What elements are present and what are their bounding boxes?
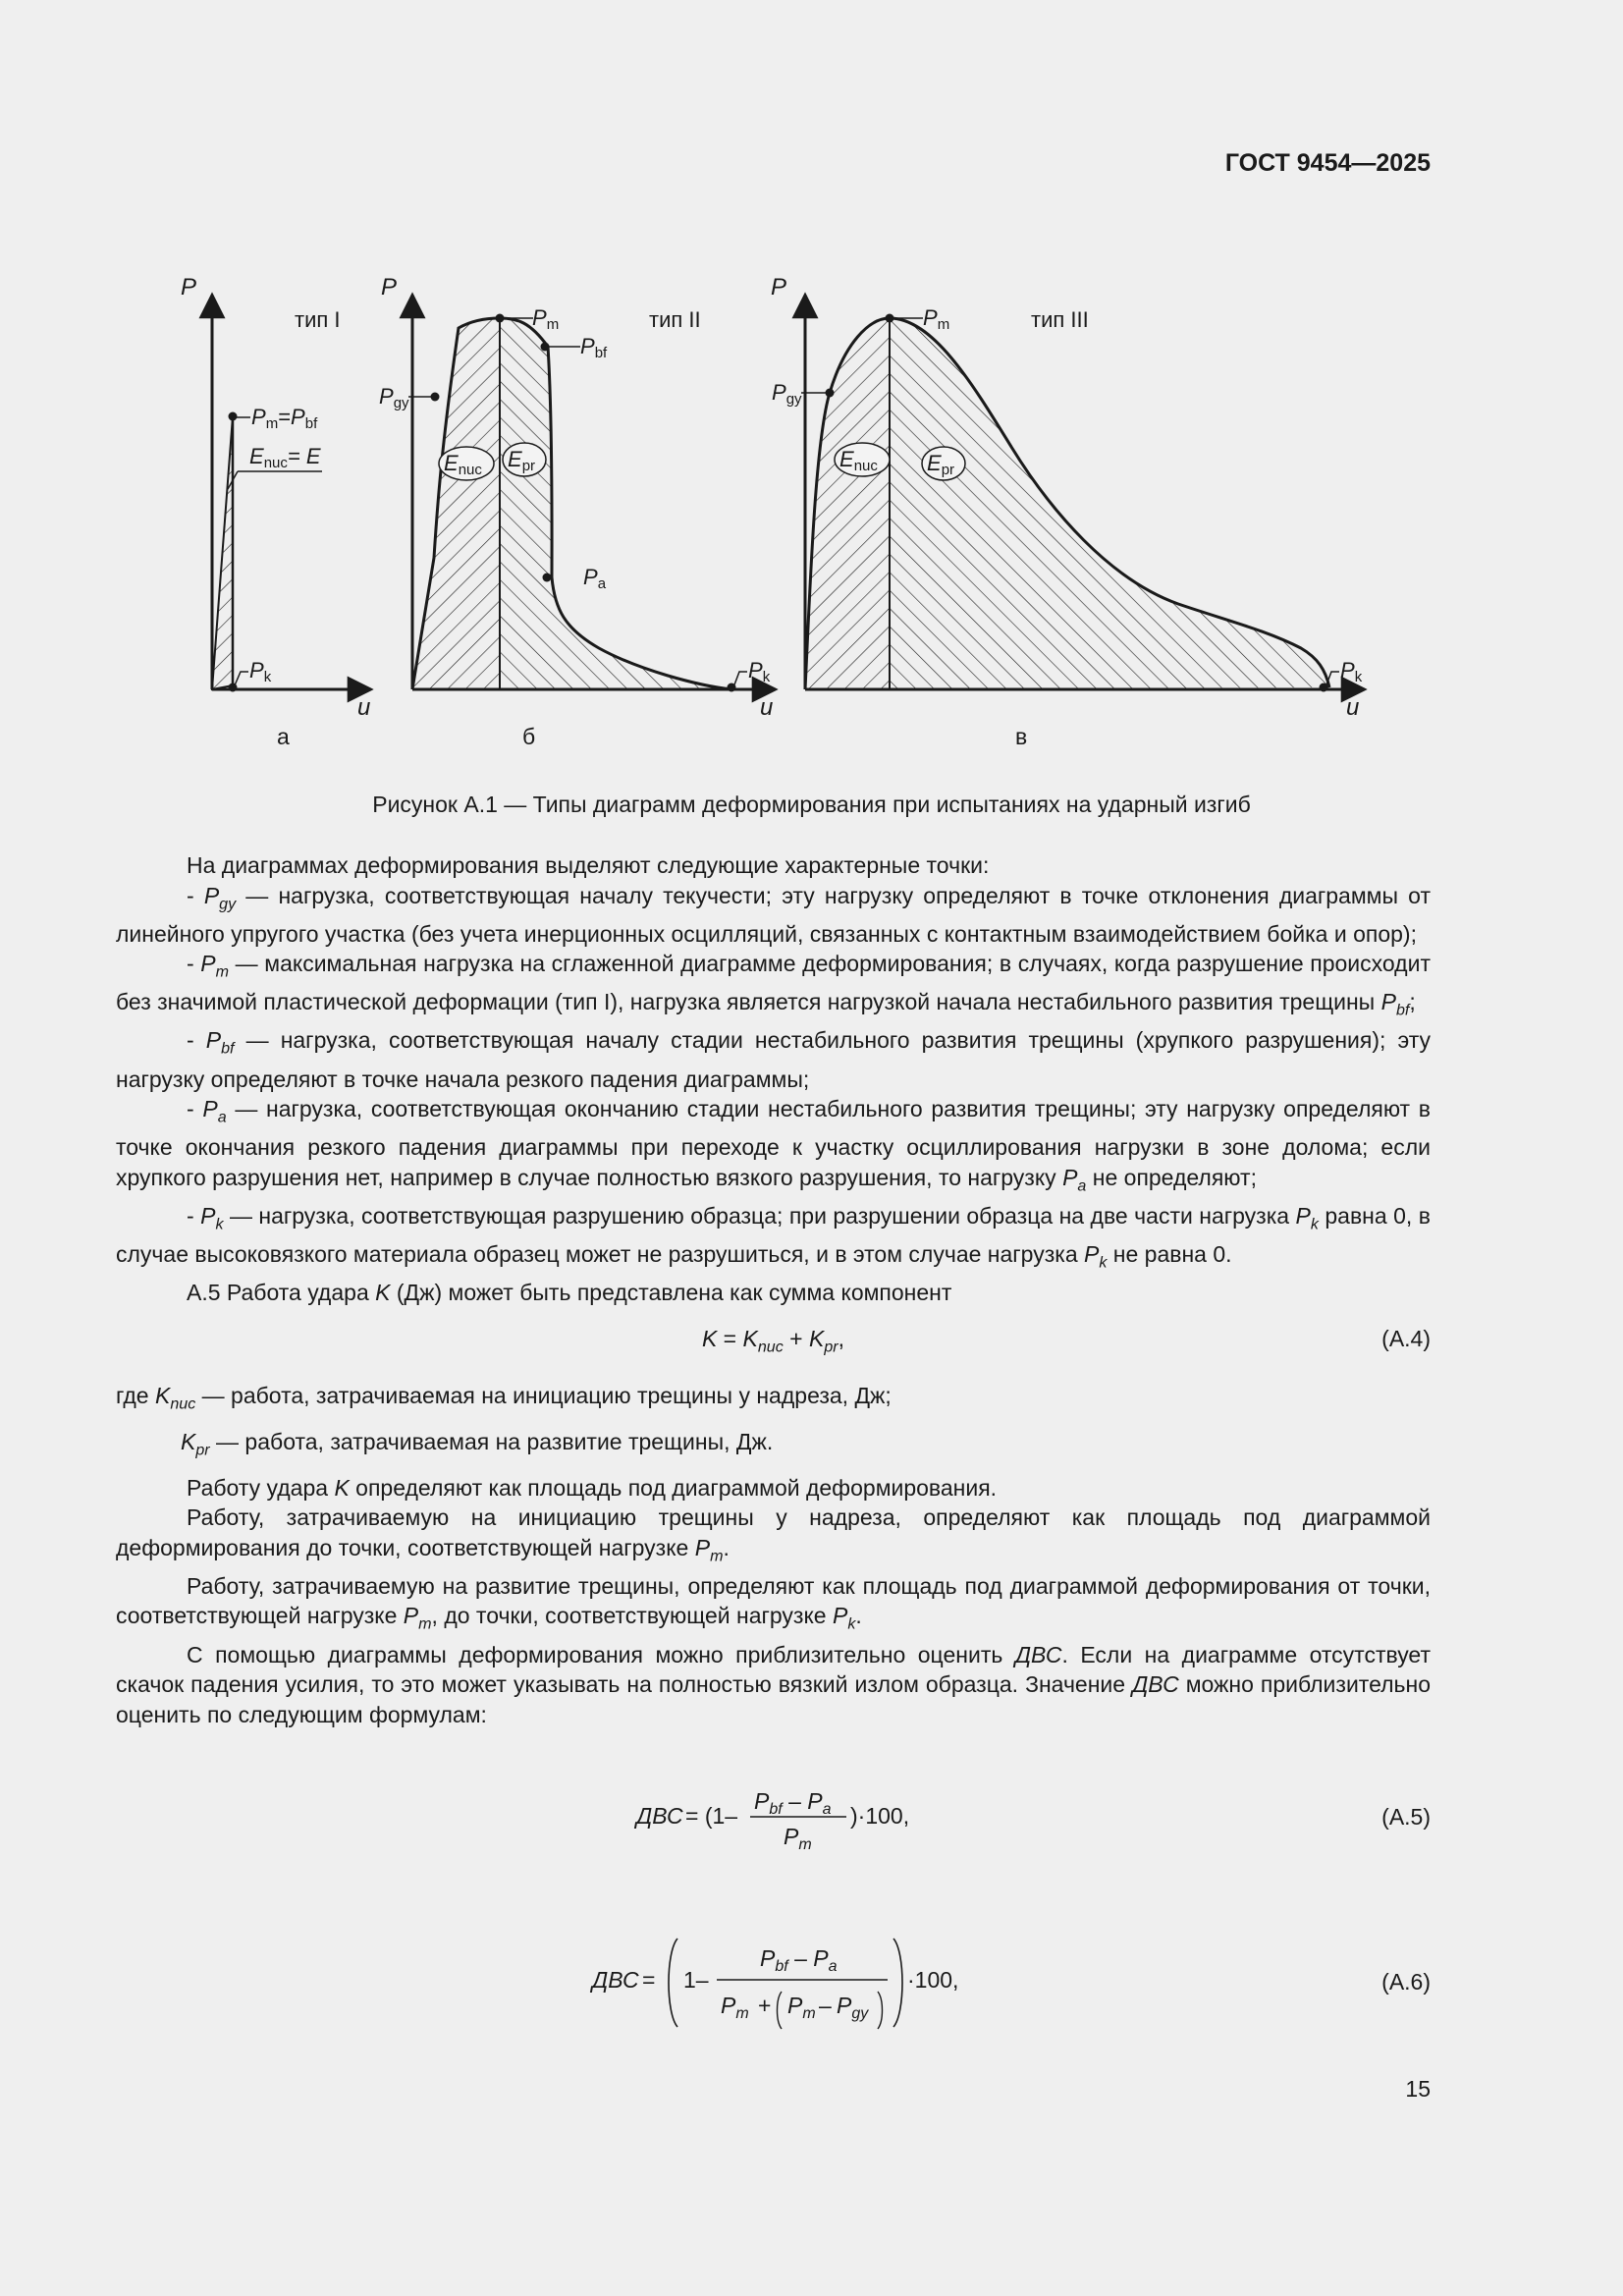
svg-text:u: u xyxy=(760,694,774,721)
body-text xyxy=(116,850,1431,1729)
formula-number: (А.6) xyxy=(1381,1969,1431,1995)
svg-text:)·100,: )·100, xyxy=(850,1803,910,1829)
svg-text:Pm: $P_m$ xyxy=(784,1824,812,1853)
svg-text:= (1–: = (1– xyxy=(685,1803,738,1829)
svg-text:Enuc: Enuc xyxy=(839,447,878,474)
svg-text:–: – xyxy=(819,1993,832,2018)
paragraph-1: Работу удара K определяют как площадь под диаграммой деформирования. xyxy=(187,1474,998,1501)
svg-text:Enuc= E: Enuc= E xyxy=(249,444,321,471)
y-axis-label: P xyxy=(181,274,197,301)
intro-paragraph: На диаграммах деформирования выделяют следующие характерные точки: xyxy=(187,852,990,878)
x-axis-label: u xyxy=(357,694,371,721)
diagram-type-2 xyxy=(379,274,776,749)
figure-caption: Рисунок А.1 — Типы диаграмм деформирования при испытаниях на ударный изгиб xyxy=(372,792,1251,817)
svg-text:б: б xyxy=(522,724,536,749)
svg-text:Epr: Epr xyxy=(927,451,955,478)
svg-text:P: P xyxy=(771,274,787,301)
svg-text:P: P xyxy=(381,274,398,301)
svg-text:Pbf – Pa: $P_{bf} - P_a$ xyxy=(760,1945,838,1975)
svg-text:Pgy: Pgy xyxy=(379,384,409,411)
formula-a4: $K = K_{nuc} + K_{pr}$, (А.4) xyxy=(701,1325,1431,1356)
paragraph-2: Работу, затрачиваемую на инициацию трещины у надреза, определяют как площадь под диаграммой деформирования до точки, соответствующей нагрузке $P_m$. xyxy=(116,1504,1431,1565)
panel-label: а xyxy=(277,724,290,749)
svg-text:тип III: тип III xyxy=(1031,307,1089,332)
svg-text:=: = xyxy=(642,1967,656,1993)
paragraph-3: Работу, затрачиваемую на развитие трещины, определяют как площадь под диаграммой деформирования от точки, соответствующей нагрузке $P_m$, до точки, соответствующей нагрузке $P_k$. xyxy=(116,1572,1431,1633)
type1-curve-area xyxy=(212,416,233,689)
formula-number: (А.5) xyxy=(1381,1804,1431,1830)
svg-text:Pk: Pk xyxy=(249,658,272,685)
svg-text:·100,: ·100, xyxy=(907,1967,959,1993)
svg-text:Pm: $P_m$ xyxy=(721,1993,749,2022)
svg-text:1–: 1– xyxy=(683,1967,709,1993)
diagram-type-1 xyxy=(181,274,371,749)
svg-text:Pk: Pk xyxy=(748,658,771,685)
svg-text:Pm: Pm xyxy=(532,305,560,333)
svg-text:+: + xyxy=(758,1993,772,2018)
svg-text:Pbf: Pbf xyxy=(580,334,608,361)
item-pbf: - $P_{bf}$ — нагрузка, соответствующая началу стадии нестабильного развития трещины (хрупкого разрушения); эту нагрузку определяют в точке начала резкого падения диаграммы; xyxy=(116,1027,1431,1092)
type-label: тип I xyxy=(295,307,341,332)
svg-text:Pm=Pbf: Pm=Pbf xyxy=(251,405,318,432)
svg-text:Epr: Epr xyxy=(508,447,536,474)
svg-text:u: u xyxy=(1346,694,1360,721)
svg-text:тип II: тип II xyxy=(649,307,701,332)
formula-number: (А.4) xyxy=(1381,1325,1431,1351)
page-number: 15 xyxy=(1405,2076,1431,2102)
item-pgy: - $P_{gy}$ — нагрузка, соответствующая началу текучести; эту нагрузку определяют в точке отклонения диаграммы от линейного упругого участка (без учета инерционных осцилляций, связанных с контактным взаимодействием бойка и опор); xyxy=(116,882,1431,947)
svg-text:Pa: Pa xyxy=(583,565,607,592)
svg-text:Pm: $P_m$ xyxy=(787,1993,816,2022)
item-pm: - $P_m$ — максимальная нагрузка на сглаженной диаграмме деформирования; в случаях, когда разрушение происходит без значимой пластической деформации (тип I), нагрузка является нагрузкой начала нестабильного развития трещины $P_{bf}$; xyxy=(116,951,1431,1019)
svg-text:Enuc: Enuc xyxy=(444,451,482,478)
deformation-diagrams-figure xyxy=(167,265,1404,756)
svg-text:Pm: Pm xyxy=(923,305,950,333)
where-kpr: $K_{pr}$ — работа, затрачиваемая на развитие трещины, Дж. xyxy=(181,1428,774,1459)
item-pk: - $P_k$ — нагрузка, соответствующая разрушению образца; при разрушении образца на две части нагрузка $P_k$ равна 0, в случае высоковязкого материала образец может не разрушиться, и в этом случае нагрузка $P_k$ не равна 0. xyxy=(116,1202,1431,1272)
document-header: ГОСТ 9454—2025 xyxy=(1224,149,1431,177)
item-pa: - $P_a$ — нагрузка, соответствующая окончанию стадии нестабильного развития трещины; эту нагрузку определяют в точке окончания резкого падения диаграммы при переходе к участку осциллирования нагрузки в зоне долома; если хрупкого разрушения нет, например в случае полностью вязкого разрушения, то нагрузку $P_a$ не определяют; xyxy=(116,1096,1431,1195)
pm-point xyxy=(229,412,238,421)
svg-text:Pgy: Pgy xyxy=(772,380,802,408)
formula-a6 xyxy=(116,1929,1431,2037)
svg-text:Pbf – Pa: $P_{bf} - P_a$ xyxy=(754,1788,832,1818)
svg-text:в: в xyxy=(1015,724,1028,749)
section-a5: А.5 Работа удара K (Дж) может быть представлена как сумма компонент xyxy=(187,1280,952,1305)
svg-text:ДВС: ДВС xyxy=(592,1967,639,1993)
svg-text:Pgy: $P_{gy}$ xyxy=(837,1993,869,2022)
diagram-type-3 xyxy=(771,274,1365,749)
svg-text:ДВС: ДВС xyxy=(636,1803,683,1829)
paragraph-4: С помощью диаграммы деформирования можно приблизительно оценить ДВС. Если на диаграмме отсутствует скачок падения усилия, то это может указывать на полностью вязкий излом образца. Значение ДВС можно приблизительно оценить по следующим формулам: xyxy=(116,1641,1432,1727)
svg-text:Pk: Pk xyxy=(1340,658,1363,685)
where-knuc: где $K_{nuc}$ — работа, затрачиваемая на инициацию трещины у надреза, Дж; xyxy=(116,1382,892,1413)
formula-a5 xyxy=(116,1777,1431,1856)
